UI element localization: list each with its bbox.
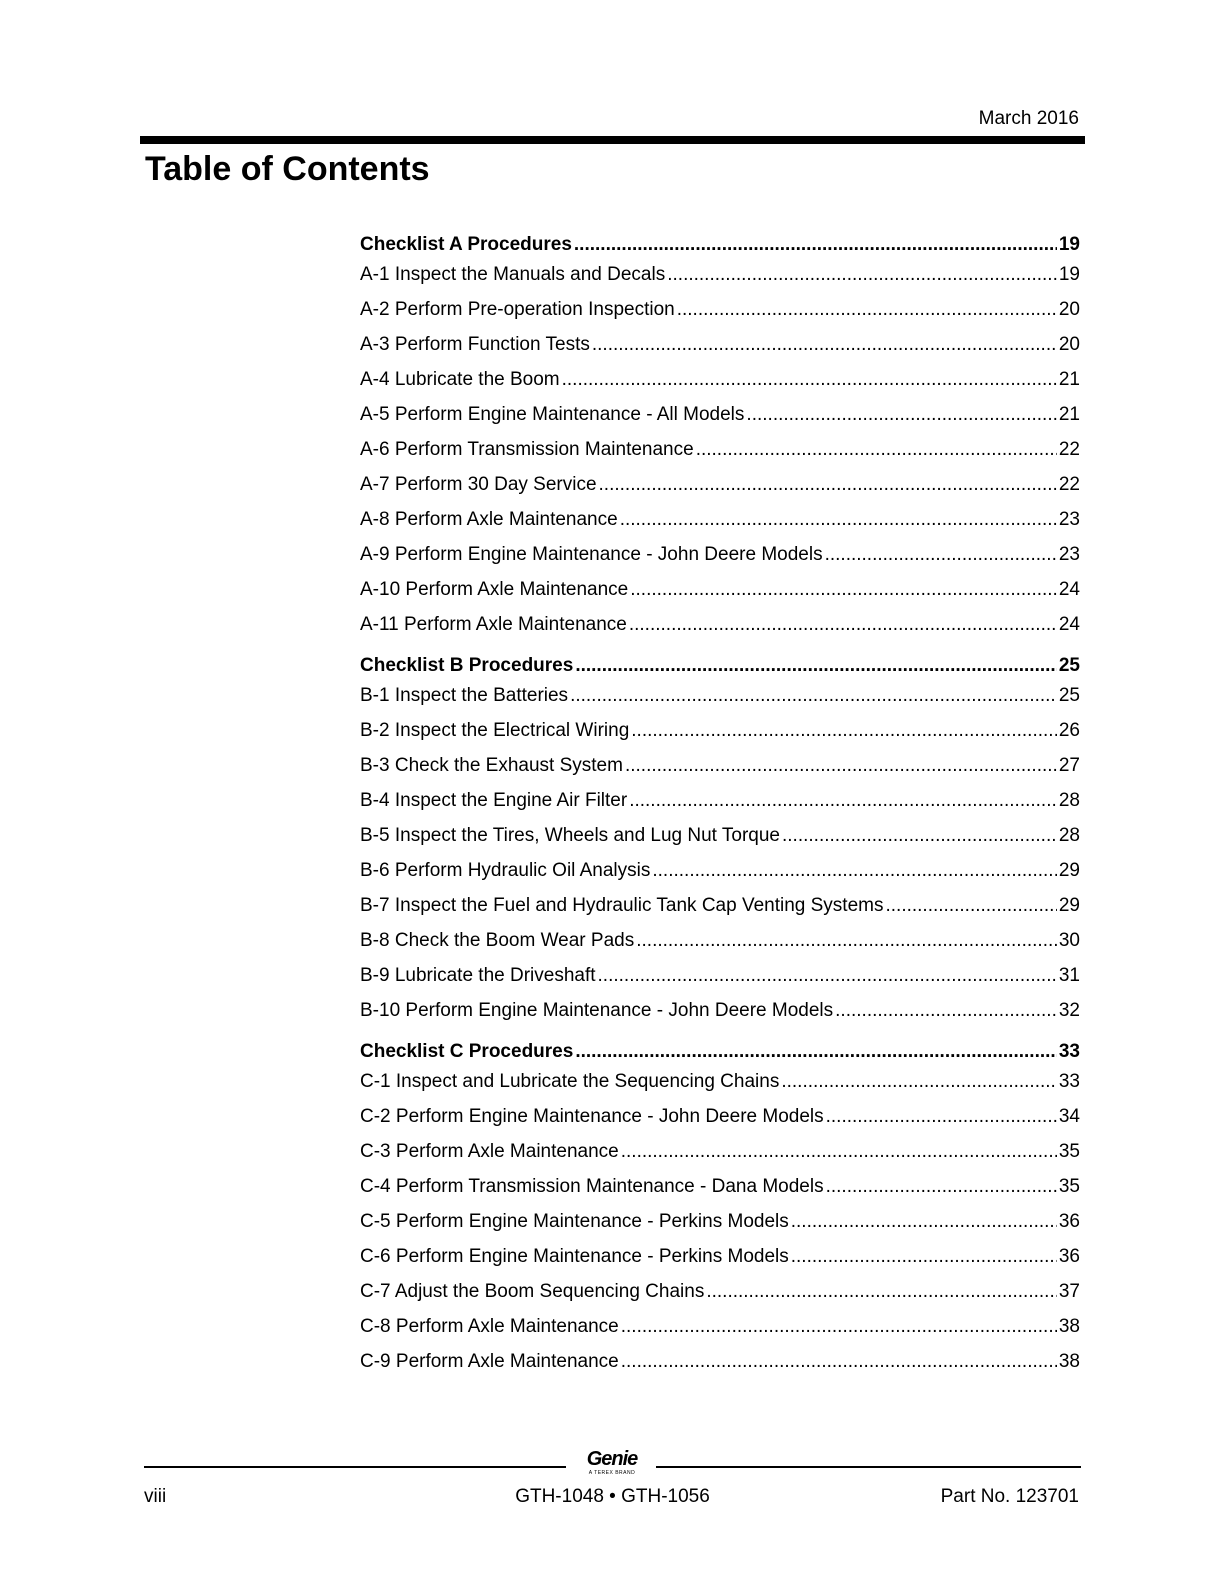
toc-heading-text: Checklist A Procedures bbox=[360, 234, 572, 255]
header-rule bbox=[140, 136, 1085, 144]
toc-entry[interactable] bbox=[360, 1316, 1080, 1351]
toc-dot-leader bbox=[826, 1176, 1057, 1198]
toc-entry[interactable] bbox=[360, 1106, 1080, 1141]
toc-page-number: 19 bbox=[1058, 264, 1080, 285]
toc-dot-leader bbox=[575, 655, 1057, 677]
toc-page-number: 38 bbox=[1058, 1316, 1080, 1337]
toc-entry[interactable] bbox=[360, 1351, 1080, 1386]
toc-page-number: 20 bbox=[1058, 299, 1080, 320]
toc-page-number: 33 bbox=[1058, 1071, 1080, 1092]
toc-dot-leader bbox=[667, 264, 1057, 286]
toc-entry[interactable] bbox=[360, 930, 1080, 965]
footer-model: GTH-1048 • GTH-1056 bbox=[515, 1486, 710, 1507]
toc-heading-text: Checklist B Procedures bbox=[360, 655, 574, 676]
header-date: March 2016 bbox=[978, 108, 1079, 129]
toc-entry-text: A-4 Lubricate the Boom bbox=[360, 369, 560, 390]
toc-page-number: 20 bbox=[1058, 334, 1080, 355]
toc-page-number: 23 bbox=[1058, 509, 1080, 530]
toc-dot-leader bbox=[599, 474, 1057, 496]
toc-entry-text: C-8 Perform Axle Maintenance bbox=[360, 1316, 619, 1337]
toc-page-number: 37 bbox=[1058, 1281, 1080, 1302]
footer-part-number: Part No. 123701 bbox=[940, 1486, 1079, 1507]
toc-entry-text: A-6 Perform Transmission Maintenance bbox=[360, 439, 694, 460]
toc-entry-text: A-8 Perform Axle Maintenance bbox=[360, 509, 618, 530]
toc-entry[interactable] bbox=[360, 474, 1080, 509]
logo-wordmark: Genie bbox=[586, 1448, 638, 1470]
toc-entry[interactable] bbox=[360, 1071, 1080, 1106]
toc-entry-text: A-3 Perform Function Tests bbox=[360, 334, 590, 355]
toc-entry-text: C-9 Perform Axle Maintenance bbox=[360, 1351, 619, 1372]
toc-entry[interactable] bbox=[360, 439, 1080, 474]
toc-page-number: 36 bbox=[1058, 1246, 1080, 1267]
toc-page-number: 28 bbox=[1058, 825, 1080, 846]
toc-entry-text: C-3 Perform Axle Maintenance bbox=[360, 1141, 619, 1162]
toc-page-number: 34 bbox=[1058, 1106, 1080, 1127]
toc-dot-leader bbox=[592, 334, 1057, 356]
toc-page-number: 29 bbox=[1058, 895, 1080, 916]
toc-page-number: 35 bbox=[1058, 1141, 1080, 1162]
toc-page-number: 25 bbox=[1058, 655, 1080, 676]
logo-subtitle: A TEREX BRAND bbox=[588, 1470, 636, 1476]
toc-page-number: 19 bbox=[1058, 234, 1080, 255]
toc-entry[interactable] bbox=[360, 1211, 1080, 1246]
toc-entry-text: B-1 Inspect the Batteries bbox=[360, 685, 569, 706]
toc-page-number: 21 bbox=[1058, 369, 1080, 390]
toc-entry-text: B-8 Check the Boom Wear Pads bbox=[360, 930, 635, 951]
toc-dot-leader bbox=[791, 1246, 1057, 1268]
toc-entry-text: C-6 Perform Engine Maintenance - Perkins Models bbox=[360, 1246, 789, 1267]
genie-logo bbox=[576, 1448, 648, 1476]
toc-page-number: 36 bbox=[1058, 1211, 1080, 1232]
toc-dot-leader bbox=[621, 1351, 1057, 1373]
toc-page-number: 24 bbox=[1058, 614, 1080, 635]
toc-entry-text: C-2 Perform Engine Maintenance - John Deere Models bbox=[360, 1106, 824, 1127]
toc-page-number: 38 bbox=[1058, 1351, 1080, 1372]
toc-dot-leader bbox=[630, 579, 1057, 601]
toc-page-number: 22 bbox=[1058, 439, 1080, 460]
toc-dot-leader bbox=[598, 965, 1057, 987]
toc-section bbox=[360, 1041, 1080, 1386]
toc-dot-leader bbox=[791, 1211, 1057, 1233]
footer-rule-left bbox=[144, 1466, 566, 1468]
toc-dot-leader bbox=[825, 544, 1057, 566]
toc-section-heading[interactable] bbox=[360, 1041, 1080, 1071]
toc-dot-leader bbox=[652, 860, 1056, 882]
toc-page-number: 25 bbox=[1058, 685, 1080, 706]
toc-entry-text: A-1 Inspect the Manuals and Decals bbox=[360, 264, 666, 285]
toc-entry[interactable] bbox=[360, 579, 1080, 614]
toc-entry[interactable] bbox=[360, 685, 1080, 720]
toc-entry[interactable] bbox=[360, 334, 1080, 369]
toc-entry[interactable] bbox=[360, 755, 1080, 790]
toc-entry-text: A-2 Perform Pre-operation Inspection bbox=[360, 299, 675, 320]
toc-dot-leader bbox=[781, 1071, 1057, 1093]
toc-dot-leader bbox=[625, 755, 1057, 777]
toc-dot-leader bbox=[782, 825, 1057, 847]
toc-entry[interactable] bbox=[360, 1176, 1080, 1211]
toc-entry[interactable] bbox=[360, 895, 1080, 930]
toc-page-number: 30 bbox=[1058, 930, 1080, 951]
toc-dot-leader bbox=[631, 720, 1057, 742]
toc-entry-text: C-7 Adjust the Boom Sequencing Chains bbox=[360, 1281, 705, 1302]
toc-dot-leader bbox=[570, 685, 1057, 707]
toc-dot-leader bbox=[835, 1000, 1057, 1022]
toc-entry[interactable] bbox=[360, 404, 1080, 439]
toc-dot-leader bbox=[574, 234, 1057, 256]
toc-entry[interactable] bbox=[360, 860, 1080, 895]
toc-dot-leader bbox=[885, 895, 1056, 917]
toc-entry-text: B-6 Perform Hydraulic Oil Analysis bbox=[360, 860, 651, 881]
toc-entry[interactable] bbox=[360, 1000, 1080, 1035]
toc-dot-leader bbox=[575, 1041, 1057, 1063]
toc-entry-text: A-7 Perform 30 Day Service bbox=[360, 474, 597, 495]
toc-page-number: 22 bbox=[1058, 474, 1080, 495]
toc-dot-leader bbox=[826, 1106, 1057, 1128]
toc-entry-text: C-1 Inspect and Lubricate the Sequencing Chains bbox=[360, 1071, 780, 1092]
toc-entry[interactable] bbox=[360, 1141, 1080, 1176]
footer-rule-right bbox=[656, 1466, 1081, 1468]
toc-page-number: 29 bbox=[1058, 860, 1080, 881]
toc-entry[interactable] bbox=[360, 544, 1080, 579]
toc-entry-text: B-3 Check the Exhaust System bbox=[360, 755, 623, 776]
toc-entry-text: B-9 Lubricate the Driveshaft bbox=[360, 965, 596, 986]
toc-page-number: 21 bbox=[1058, 404, 1080, 425]
toc-page-number: 26 bbox=[1058, 720, 1080, 741]
toc-section bbox=[360, 234, 1080, 649]
toc-entry-text: B-7 Inspect the Fuel and Hydraulic Tank Cap Venting Systems bbox=[360, 895, 884, 916]
footer-page-number: viii bbox=[144, 1486, 167, 1507]
toc-entry-text: A-9 Perform Engine Maintenance - John Deere Models bbox=[360, 544, 823, 565]
toc-entry[interactable] bbox=[360, 614, 1080, 649]
toc-dot-leader bbox=[629, 790, 1057, 812]
toc-section-heading[interactable] bbox=[360, 655, 1080, 685]
toc-page-number: 27 bbox=[1058, 755, 1080, 776]
toc-entry-text: A-11 Perform Axle Maintenance bbox=[360, 614, 627, 635]
toc-entry[interactable] bbox=[360, 299, 1080, 334]
toc-dot-leader bbox=[746, 404, 1056, 426]
toc-section-heading[interactable] bbox=[360, 234, 1080, 264]
toc-page-number: 33 bbox=[1058, 1041, 1080, 1062]
toc-heading-text: Checklist C Procedures bbox=[360, 1041, 574, 1062]
toc-page-number: 28 bbox=[1058, 790, 1080, 811]
toc-dot-leader bbox=[621, 1141, 1057, 1163]
toc-dot-leader bbox=[696, 439, 1057, 461]
toc-entry-text: B-5 Inspect the Tires, Wheels and Lug Nut Torque bbox=[360, 825, 780, 846]
toc-entry-text: C-4 Perform Transmission Maintenance - Dana Models bbox=[360, 1176, 824, 1197]
toc-entry[interactable] bbox=[360, 264, 1080, 299]
toc-entry-text: A-10 Perform Axle Maintenance bbox=[360, 579, 629, 600]
toc-dot-leader bbox=[562, 369, 1057, 391]
toc-entry-text: C-5 Perform Engine Maintenance - Perkins Models bbox=[360, 1211, 789, 1232]
toc-dot-leader bbox=[621, 1316, 1057, 1338]
toc-dot-leader bbox=[636, 930, 1057, 952]
toc-entry[interactable] bbox=[360, 825, 1080, 860]
toc-entry[interactable] bbox=[360, 369, 1080, 404]
toc-dot-leader bbox=[677, 299, 1057, 321]
toc-entry[interactable] bbox=[360, 1281, 1080, 1316]
table-of-contents bbox=[360, 234, 1080, 1392]
toc-page-number: 24 bbox=[1058, 579, 1080, 600]
toc-dot-leader bbox=[706, 1281, 1057, 1303]
toc-section bbox=[360, 655, 1080, 1035]
toc-page-number: 23 bbox=[1058, 544, 1080, 565]
toc-entry[interactable] bbox=[360, 790, 1080, 825]
toc-entry[interactable] bbox=[360, 1246, 1080, 1281]
toc-entry-text: A-5 Perform Engine Maintenance - All Models bbox=[360, 404, 745, 425]
toc-entry[interactable] bbox=[360, 509, 1080, 544]
toc-dot-leader bbox=[620, 509, 1057, 531]
toc-page-number: 35 bbox=[1058, 1176, 1080, 1197]
toc-entry-text: B-10 Perform Engine Maintenance - John Deere Models bbox=[360, 1000, 834, 1021]
toc-entry-text: B-4 Inspect the Engine Air Filter bbox=[360, 790, 628, 811]
toc-dot-leader bbox=[629, 614, 1057, 636]
toc-page-number: 31 bbox=[1058, 965, 1080, 986]
toc-page-number: 32 bbox=[1058, 1000, 1080, 1021]
toc-entry-text: B-2 Inspect the Electrical Wiring bbox=[360, 720, 630, 741]
page-title: Table of Contents bbox=[145, 150, 430, 188]
toc-entry[interactable] bbox=[360, 965, 1080, 1000]
toc-entry[interactable] bbox=[360, 720, 1080, 755]
